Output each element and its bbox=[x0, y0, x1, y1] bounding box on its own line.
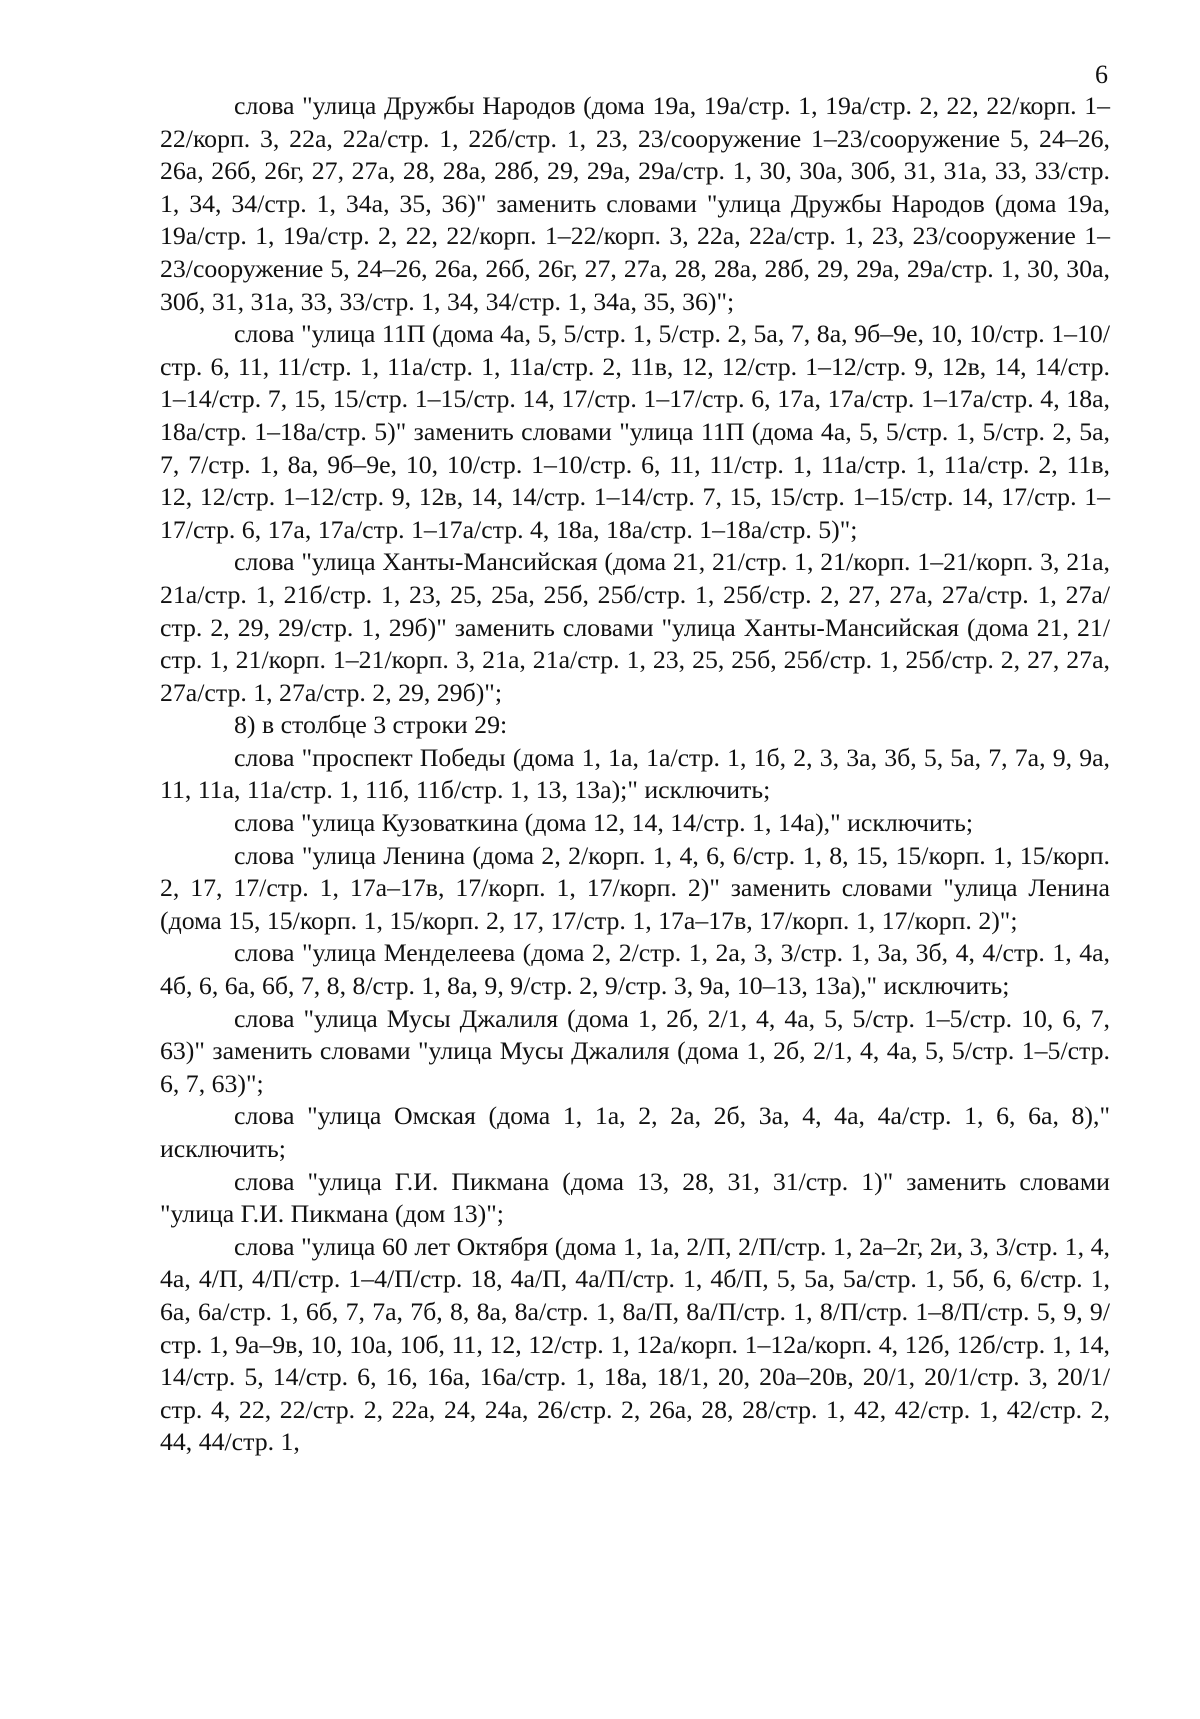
document-body bbox=[160, 90, 1110, 1459]
paragraph: 8) в столбце 3 строки 29: bbox=[234, 710, 508, 740]
paragraph: слова "улица Дружбы Народов (дома 19а, 19а/стр. 1, 19а/стр. 2, 22, 22/корп. 1–22/корп. 3, 22а, 22а/стр. 1, 22б/стр. 1, 23, 23/сооружение 1–23/сооружение 5, 24–26, 26а, 26б, 26г, 27, 27а, 28, 28а, 28б, 29, 29а, 29а/стр. 1, 30, 30а, 30б, 31, 31а, 33, 33/стр. 1, 34, 34/стр. 1, 34а, 35, 36)" заменить словами "улица Дружбы Народов (дома 19а, 19а/стр. 1, 19а/стр. 2, 22, 22/корп. 1–22/корп. 3, 22а, 22а/стр. 1, 23, 23/сооружение 1–23/сооружение 5, 24–26, 26а, 26б, 26г, 27, 27а, 28, 28а, 28б, 29, 29а, 29а/стр. 1, 30, 30а, 30б, 31, 31а, 33, 33/стр. 1, 34, 34/стр. 1, 34а, 35, 36)"; bbox=[160, 91, 1110, 316]
paragraph: слова "проспект Победы (дома 1, 1а, 1а/стр. 1, 1б, 2, 3, 3а, 3б, 5, 5а, 7, 7а, 9, 9а, 11, 11а, 11а/стр. 1, 11б, 11б/стр. 1, 13, 13а);" исключить; bbox=[160, 742, 1110, 805]
paragraph: слова "улица Г.И. Пикмана (дома 13, 28, 31, 31/стр. 1)" заменить словами "улица Г.И. Пикмана (дом 13)"; bbox=[160, 1166, 1110, 1229]
paragraph: слова "улица Омская (дома 1, 1а, 2, 2а, 2б, 3а, 4, 4а, 4а/стр. 1, 6, 6а, 8)," исключить; bbox=[160, 1101, 1110, 1163]
paragraph: слова "улица Мусы Джалиля (дома 1, 2б, 2/1, 4, 4а, 5, 5/стр. 1–5/стр. 10, 6, 7, 63)" заменить словами "улица Мусы Джалиля (дома 1, 2б, 2/1, 4, 4а, 5, 5/стр. 1–5/стр. 6, 7, 63)"; bbox=[160, 1003, 1110, 1098]
paragraph: слова "улица Ханты-Мансийская (дома 21, 21/стр. 1, 21/корп. 1–21/корп. 3, 21а, 21а/стр. 1, 21б/стр. 1, 23, 25, 25а, 25б, 25б/стр. 1, 25б/стр. 2, 27, 27а, 27а/стр. 1, 27а/стр. 2, 29, 29/стр. 1, 29б)" заменить словами "улица Ханты-Мансийская (дома 21, 21/стр. 1, 21/корп. 1–21/корп. 3, 21а, 21а/стр. 1, 23, 25, 25б, 25б/стр. 1, 25б/стр. 2, 27, 27а, 27а/стр. 1, 27а/стр. 2, 29, 29б)"; bbox=[160, 547, 1110, 707]
page-number: 6 bbox=[1095, 60, 1108, 89]
paragraph: слова "улица 60 лет Октября (дома 1, 1а, 2/П, 2/П/стр. 1, 2а–2г, 2и, 3, 3/стр. 1, 4, 4а, 4/П, 4/П/стр. 1–4/П/стр. 18, 4а/П, 4а/П/стр. 1, 4б/П, 5, 5а, 5а/стр. 1, 5б, 6, 6/стр. 1, 6а, 6а/стр. 1, 6б, 7, 7а, 7б, 8, 8а, 8а/стр. 1, 8а/П, 8а/П/стр. 1, 8/П/стр. 1–8/П/стр. 5, 9, 9/стр. 1, 9а–9в, 10, 10а, 10б, 11, 12, 12/стр. 1, 12а/корп. 1–12а/корп. 4, 12б, 12б/стр. 1, 14, 14/стр. 5, 14/стр. 6, 16, 16а, 16а/стр. 1, 18а, 18/1, 20, 20а–20в, 20/1, 20/1/стр. 3, 20/1/стр. 4, 22, 22/стр. 2, 22а, 24, 24а, 26/стр. 2, 26а, 28, 28/стр. 1, 42, 42/стр. 1, 42/стр. 2, 44, 44/стр. 1, bbox=[160, 1231, 1110, 1457]
paragraph: слова "улица Ленина (дома 2, 2/корп. 1, 4, 6, 6/стр. 1, 8, 15, 15/корп. 1, 15/корп. 2, 17, 17/стр. 1, 17а–17в, 17/корп. 1, 17/корп. 2)" заменить словами "улица Ленина (дома 15, 15/корп. 1, 15/корп. 2, 17, 17/стр. 1, 17а–17в, 17/корп. 1, 17/корп. 2)"; bbox=[160, 840, 1110, 935]
paragraph: слова "улица Менделеева (дома 2, 2/стр. 1, 2а, 3, 3/стр. 1, 3а, 3б, 4, 4/стр. 1, 4а, 4б, 6, 6а, 6б, 7, 8, 8/стр. 1, 8а, 9, 9/стр. 2, 9/стр. 3, 9а, 10–13, 13а)," исключить; bbox=[160, 938, 1110, 1001]
paragraph: слова "улица 11П (дома 4а, 5, 5/стр. 1, 5/стр. 2, 5а, 7, 8а, 9б–9е, 10, 10/стр. 1–10/стр. 6, 11, 11/стр. 1, 11а/стр. 1, 11а/стр. 2, 11в, 12, 12/стр. 1–12/стр. 9, 12в, 14, 14/стр. 1–14/стр. 7, 15, 15/стр. 1–15/стр. 14, 17/стр. 1–17/стр. 6, 17а, 17а/стр. 1–17а/стр. 4, 18а, 18а/стр. 1–18а/стр. 5)" заменить словами "улица 11П (дома 4а, 5, 5/стр. 1, 5/стр. 2, 5а, 7, 7/стр. 1, 8а, 9б–9е, 10, 10/стр. 1–10/стр. 6, 11, 11/стр. 1, 11а/стр. 1, 11а/стр. 2, 11в, 12, 12/стр. 1–12/стр. 9, 12в, 14, 14/стр. 1–14/стр. 7, 15, 15/стр. 1–15/стр. 14, 17/стр. 1–17/стр. 6, 17а, 17а/стр. 1–17а/стр. 4, 18а, 18а/стр. 1–18а/стр. 5)"; bbox=[160, 319, 1110, 544]
paragraph: слова "улица Кузоваткина (дома 12, 14, 14/стр. 1, 14а)," исключить; bbox=[234, 808, 974, 838]
